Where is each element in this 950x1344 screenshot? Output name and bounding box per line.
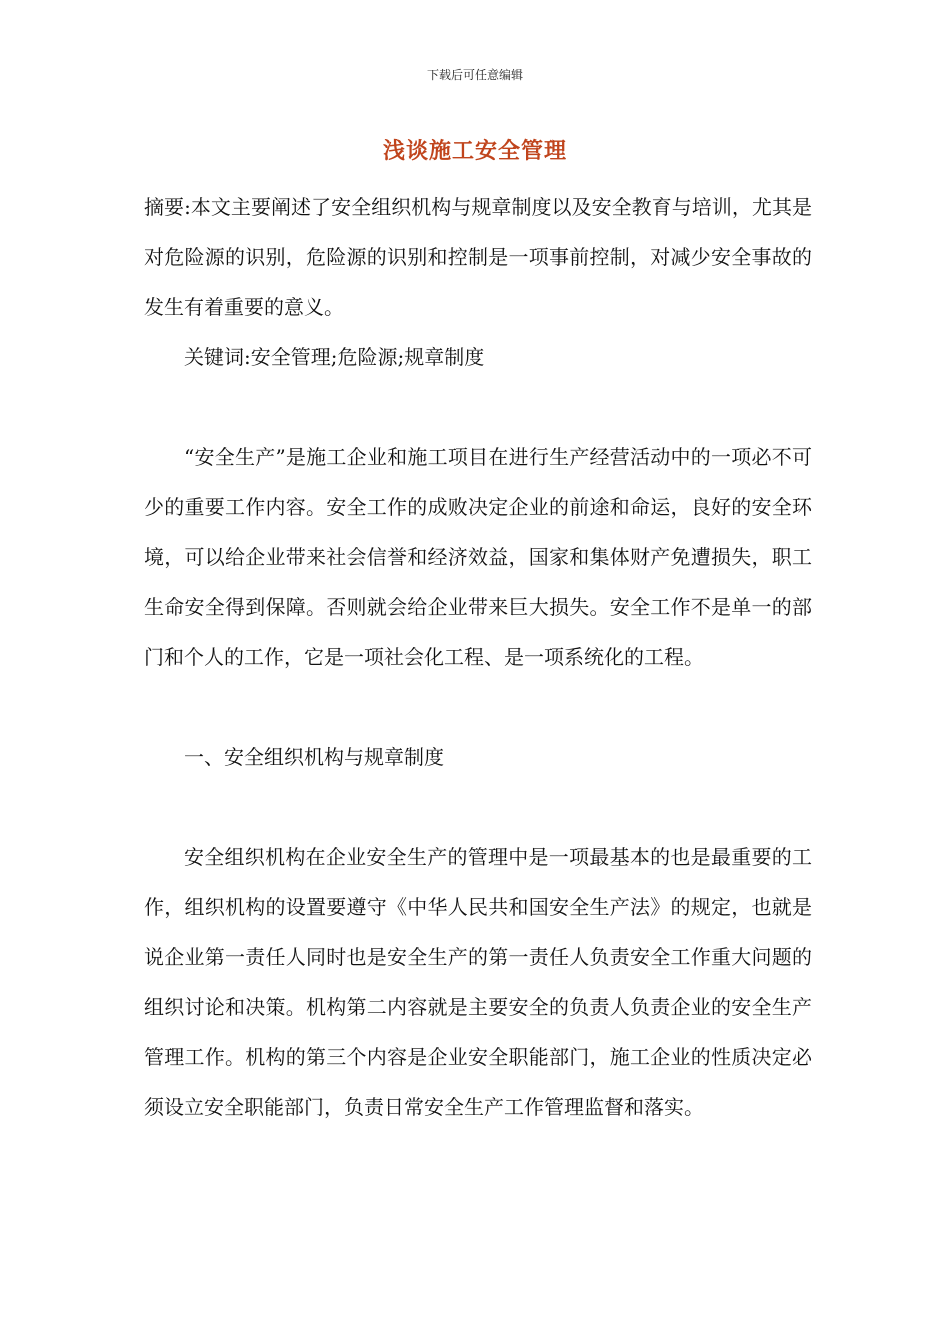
section-paragraph: 安全组织机构在企业安全生产的管理中是一项最基本的也是最重要的工作，组织机构的设置要遵守《中华人民共和国安全生产法》的规定，也就是说企业第一责任人同时也是安全生产的第一责任人负责安全工作重大问题的组织讨论和决策。机构第二内容就是主要安全的负责人负责企业的安全生产管理工作。机构的第三个内容是企业安全职能部门，施工企业的性质决定必须设立安全职能部门，负责日常安全生产工作管理监督和落实。 <box>144 845 812 1119</box>
document-body <box>144 182 812 1132</box>
intro-paragraph: “安全生产”是施工企业和施工项目在进行生产经营活动中的一项必不可少的重要工作内容。安全工作的成败决定企业的前途和命运，良好的安全环境，可以给企业带来社会信誉和经济效益，国家和集体财产免遭损失，职工生命安全得到保障。否则就会给企业带来巨大损失。安全工作不是单一的部门和个人的工作，它是一项社会化工程、是一项系统化的工程。 <box>144 445 812 669</box>
spacer <box>144 682 812 732</box>
spacer <box>144 782 812 832</box>
abstract-paragraph: 摘要:本文主要阐述了安全组织机构与规章制度以及安全教育与培训，尤其是对危险源的识别，危险源的识别和控制是一项事前控制，对减少安全事故的发生有着重要的意义。 <box>144 195 812 319</box>
spacer <box>144 382 812 432</box>
section-heading: 一、安全组织机构与规章制度 <box>184 745 444 769</box>
document-title: 浅谈施工安全管理 <box>382 138 567 164</box>
keywords-line: 关键词:安全管理;危险源;规章制度 <box>184 345 485 369</box>
header-note: 下载后可任意编辑 <box>426 68 523 82</box>
